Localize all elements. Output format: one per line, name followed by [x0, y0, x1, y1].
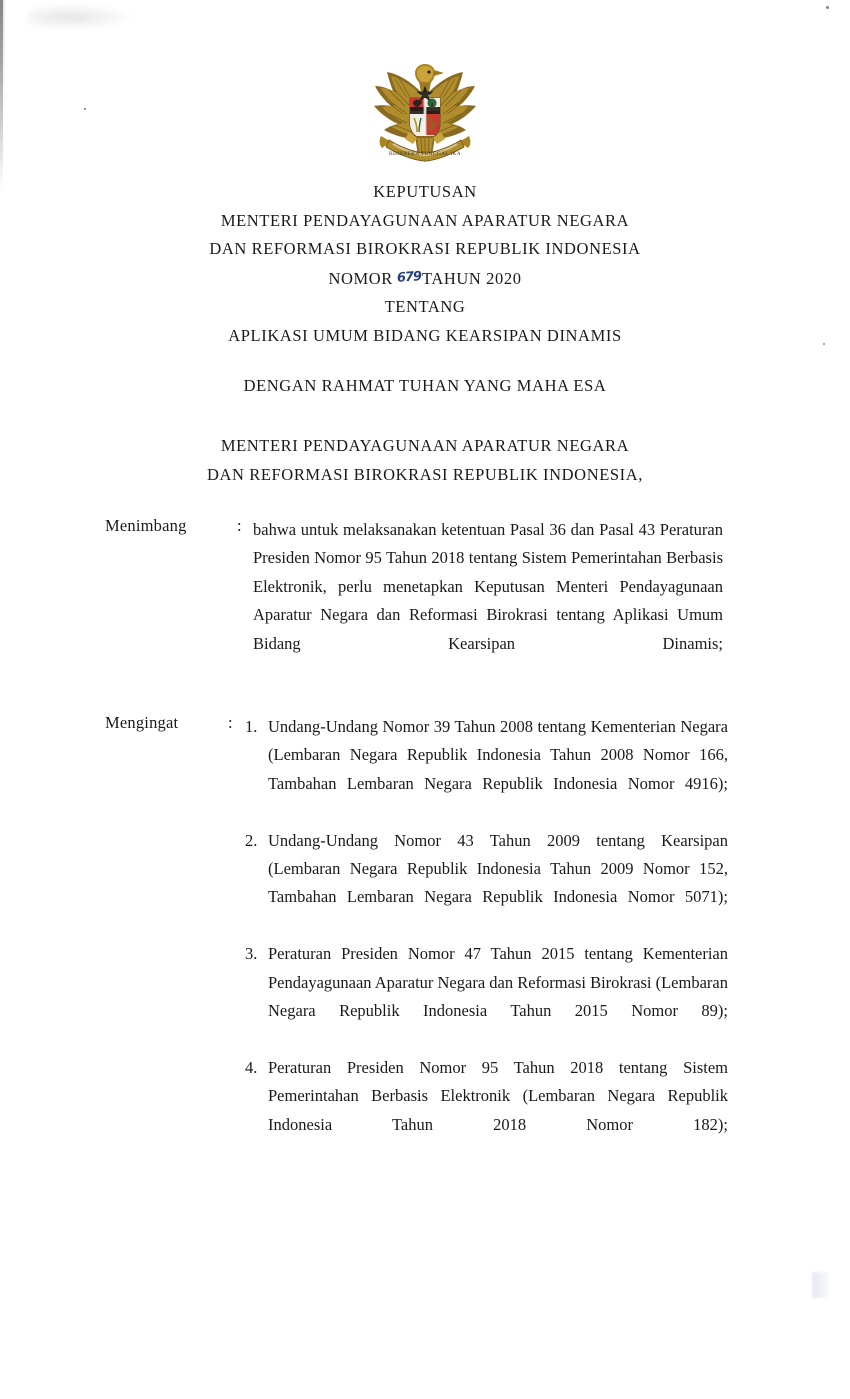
document-header — [0, 178, 850, 350]
mengingat-item-number: 1. — [245, 717, 258, 736]
emblem-container — [0, 52, 850, 169]
mengingat-colon: : — [228, 713, 233, 732]
mengingat-item-number: 4. — [245, 1057, 258, 1077]
mengingat-label: Mengingat — [105, 713, 179, 732]
mengingat-item-text: Peraturan Presiden Nomor 95 Tahun 2018 tentang Sistem Pemerintahan Berbasis Elektronik (Lembaran Negara Republik Indonesia Tahun 2018 Nomor 182); — [268, 1057, 728, 1134]
mengingat-item — [245, 713, 728, 827]
nomor-suffix: TAHUN 2020 — [422, 268, 522, 288]
mengingat-item-number: 2. — [245, 830, 258, 850]
mengingat-item-text: Undang-Undang Nomor 43 Tahun 2009 tentang Kearsipan (Lembaran Negara Republik Indonesia Tahun 2009 Nomor 152, Tambahan Lembaran Negara Republik Indonesia Nomor 5071); — [268, 830, 728, 907]
mengingat-item-number: 3. — [245, 944, 258, 964]
document-number-line — [328, 264, 521, 294]
mengingat-item — [245, 940, 728, 1054]
scan-ink-artifact — [812, 1272, 828, 1298]
nomor-prefix: NOMOR — [328, 268, 393, 288]
mengingat-item-text: Peraturan Presiden Nomor 47 Tahun 2015 tentang Kementerian Pendayagunaan Aparatur Negara dan Reformasi Birokrasi (Lembaran Negara Republik Indonesia Tahun 2015 Nomor 89); — [268, 944, 728, 1021]
handwritten-document-number: 679 — [396, 268, 422, 286]
header-line-keputusan: KEPUTUSAN — [373, 182, 477, 201]
issuing-authority — [0, 432, 850, 489]
tentang-label: TENTANG — [384, 297, 466, 316]
scan-smudge-artifact — [28, 4, 133, 30]
menimbang-body — [253, 516, 723, 686]
menimbang-label: Menimbang — [105, 516, 187, 535]
authority-line-2: DAN REFORMASI BIROKRASI REPUBLIK INDONESIA, — [206, 464, 644, 484]
mengingat-item — [245, 1054, 728, 1168]
mengingat-item — [245, 827, 728, 941]
scan-speck-artifact — [826, 6, 829, 9]
mengingat-item-text: Undang-Undang Nomor 39 Tahun 2008 tentang Kementerian Negara (Lembaran Negara Republik Indonesia Tahun 2008 Nomor 166, Tambahan Lembaran Negara Republik Indonesia Nomor 4916); — [268, 717, 728, 793]
header-line-ministry-cont: DAN REFORMASI BIROKRASI REPUBLIK INDONESIA — [209, 239, 641, 258]
authority-line-1: MENTERI PENDAYAGUNAAN APARATUR NEGARA — [220, 436, 630, 455]
menimbang-colon: : — [237, 516, 242, 535]
garuda-pancasila-emblem — [365, 52, 485, 164]
svg-text:BHINNEKA TUNGGAL IKA: BHINNEKA TUNGGAL IKA — [389, 151, 461, 158]
header-line-ministry: MENTERI PENDAYAGUNAAN APARATUR NEGARA — [220, 210, 630, 230]
menimbang-paragraph: bahwa untuk melaksanakan ketentuan Pasal 36 dan Pasal 43 Peraturan Presiden Nomor 95 Tahun 2018 tentang Sistem Pemerintahan Berbasis Elektronik, perlu menetapkan Keputusan Menteri Pendayagunaan Aparatur Negara dan Reformasi Birokrasi tentang Aplikasi Umum Bidang Kearsipan Dinamis; — [253, 520, 723, 653]
document-title: APLIKASI UMUM BIDANG KEARSIPAN DINAMIS — [228, 325, 622, 345]
mengingat-list — [245, 713, 728, 1168]
invocation-line: DENGAN RAHMAT TUHAN YANG MAHA ESA — [243, 376, 607, 395]
